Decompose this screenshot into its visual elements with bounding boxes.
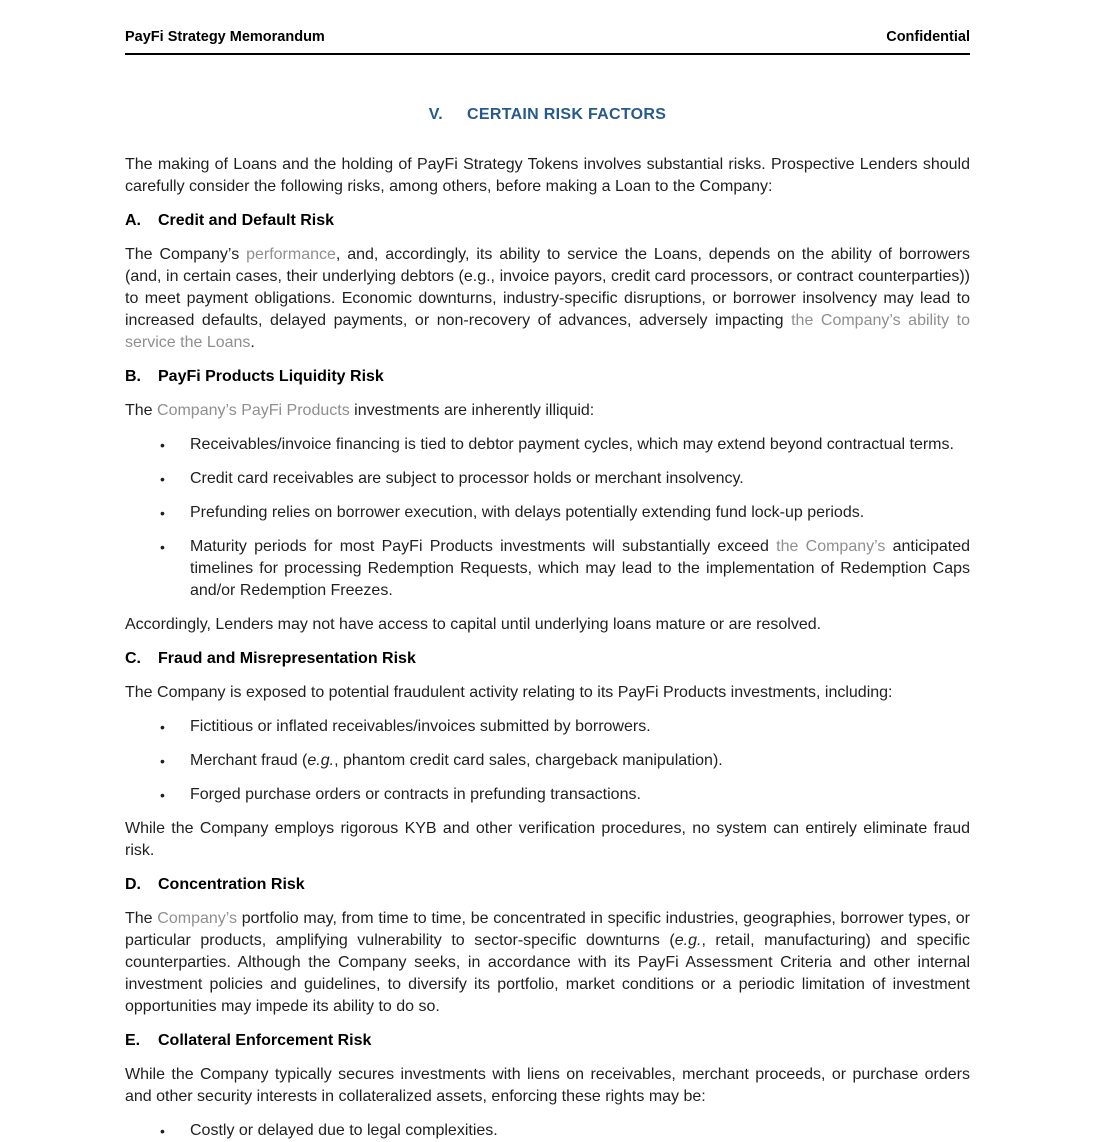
paragraph — [125, 244, 970, 354]
paragraph — [125, 400, 970, 422]
section-title-number: V. — [428, 106, 444, 123]
paragraph — [125, 154, 970, 198]
bullet-icon: • — [160, 471, 165, 487]
text-run: Credit card receivables are subject to processor holds or merchant insolvency. — [190, 470, 744, 487]
text-run: , phantom credit card sales, chargeback manipulation). — [334, 752, 723, 769]
bullet-item — [125, 750, 970, 772]
section-heading-label: E. — [125, 1032, 141, 1049]
text-run: The — [125, 910, 158, 927]
paragraph — [125, 908, 970, 1018]
bullet-item — [125, 434, 970, 456]
page-header — [125, 28, 970, 55]
text-run: Merchant fraud ( — [190, 752, 308, 769]
paragraph — [125, 682, 970, 704]
section-heading — [125, 874, 970, 896]
section-heading-label: C. — [125, 650, 141, 667]
bullet-icon: • — [160, 787, 165, 803]
section-title-text: CERTAIN RISK FACTORS — [467, 106, 667, 123]
text-run: investments are inherently illiquid: — [349, 402, 595, 419]
section-heading-text: PayFi Products Liquidity Risk — [158, 368, 384, 385]
bullet-icon: • — [160, 505, 165, 521]
text-run: Receivables/invoice financing is tied to debtor payment cycles, which may extend beyond contractual terms. — [190, 436, 954, 453]
text-run: Forged purchase orders or contracts in prefunding transactions. — [190, 786, 641, 803]
bullet-icon: • — [160, 719, 165, 735]
muted-text-run: performance — [246, 246, 336, 263]
bullet-item — [125, 536, 970, 602]
section-heading-label: A. — [125, 212, 141, 229]
section-heading-text: Credit and Default Risk — [158, 212, 335, 229]
text-run: The Company is exposed to potential fraudulent activity relating to its PayFi Products investments, including: — [125, 684, 893, 701]
bullet-list — [125, 1120, 970, 1142]
section-heading-text: Collateral Enforcement Risk — [158, 1032, 372, 1049]
text-run: , retail, manufacturing) and specific counterparties. Although the Company seeks, in accordance with its PayFi Assessment Criteria and other internal investment policies and guidelines, to diversify its portfolio, market conditions or a periodic limitation of investment opportunities may impede its ability to do so. — [125, 932, 970, 1015]
italic-text-run: e.g. — [307, 752, 335, 769]
text-run: , and, accordingly, its ability to service the Loans, depends on the ability of borrowers (and, in certain cases, their underlying debtors (e.g., invoice payors, credit card processors, or contract counterparties)) to meet payment obligations. Economic downturns, industry-specific disruptions, or borrower insolvency may lead to increased defaults, delayed payments, or non-recovery of advances, adversely impacting — [125, 246, 971, 329]
bullet-item — [125, 716, 970, 738]
bullet-item — [125, 1120, 970, 1142]
muted-text-run: the Company’s — [776, 538, 886, 555]
paragraph — [125, 614, 970, 636]
text-run: The — [125, 402, 158, 419]
italic-text-run: e.g. — [674, 932, 702, 949]
bullet-item — [125, 468, 970, 490]
bullet-item — [125, 784, 970, 806]
text-run: anticipated timelines for processing Redemption Requests, which may lead to the implementation of Redemption Caps and/or Redemption Freezes. — [190, 538, 970, 599]
section-title — [125, 104, 970, 126]
paragraph — [125, 1064, 970, 1108]
muted-text-run: Company’s — [157, 910, 238, 927]
text-run: Accordingly, Lenders may not have access to capital until underlying loans mature or are resolved. — [125, 616, 822, 633]
section-heading-label: B. — [125, 368, 141, 385]
paragraph — [125, 818, 970, 862]
text-run: . — [250, 334, 255, 351]
bullet-icon: • — [160, 1123, 165, 1139]
bullet-icon: • — [160, 753, 165, 769]
bullet-list — [125, 434, 970, 602]
text-run: The making of Loans and the holding of PayFi Strategy Tokens involves substantial risks. Prospective Lenders should carefully consider the following risks, among others, before making a Loan to the Company: — [125, 156, 970, 195]
header-document-title: PayFi Strategy Memorandum — [125, 29, 325, 45]
section-heading-label: D. — [125, 876, 141, 893]
muted-text-run: Company’s PayFi Products — [157, 402, 350, 419]
section-heading — [125, 210, 970, 232]
section-heading — [125, 648, 970, 670]
text-run: Fictitious or inflated receivables/invoices submitted by borrowers. — [190, 718, 651, 735]
text-run: Costly or delayed due to legal complexities. — [190, 1122, 498, 1139]
header-confidential-label: Confidential — [886, 29, 970, 45]
section-heading-text: Fraud and Misrepresentation Risk — [158, 650, 416, 667]
text-run: portfolio may, from time to time, be concentrated in specific industries, geographies, borrower types, or particular products, amplifying vulnerability to sector-specific downturns ( — [125, 910, 971, 949]
section-heading — [125, 366, 970, 388]
text-run: While the Company employs rigorous KYB and other verification procedures, no system can entirely eliminate fraud risk. — [125, 820, 970, 859]
text-run: While the Company typically secures investments with liens on receivables, merchant proceeds, or purchase orders and other security interests in collateralized assets, enforcing these rights may be: — [125, 1066, 970, 1105]
muted-text-run: the Company’s ability to service the Loans — [125, 312, 970, 351]
bullet-list — [125, 716, 970, 806]
bullet-icon: • — [160, 437, 165, 453]
section-heading — [125, 1030, 970, 1052]
section-heading-text: Concentration Risk — [158, 876, 305, 893]
text-run: Maturity periods for most PayFi Products investments will substantially exceed — [190, 538, 777, 555]
bullet-icon: • — [160, 539, 165, 555]
text-run: The Company’s — [125, 246, 247, 263]
document-body — [125, 154, 970, 1142]
text-run: Prefunding relies on borrower execution, with delays potentially extending fund lock-up periods. — [190, 504, 865, 521]
bullet-item — [125, 502, 970, 524]
